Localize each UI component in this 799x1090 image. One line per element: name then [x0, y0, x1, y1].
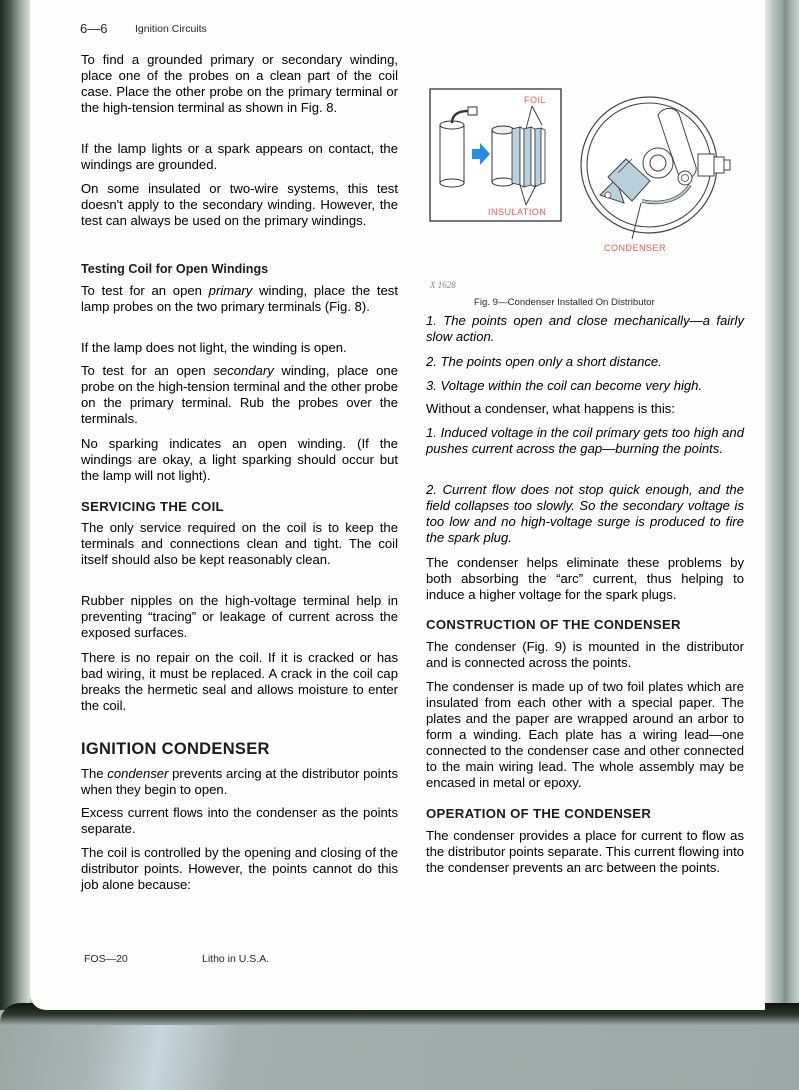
heading-servicing-coil: SERVICING THE COIL — [81, 499, 224, 514]
paragraph-grounded-test: To find a grounded primary or secondary winding, place one of the probes on a clean part of the coil case. Place the other probe on the primary terminal or the high-tension terminal as shown in Fig. 8. — [81, 52, 398, 115]
figure-condenser-illustration — [428, 85, 758, 260]
background-surface — [0, 1025, 799, 1090]
page-stack-edge — [765, 0, 799, 1010]
page-number: 6—6 — [80, 21, 108, 36]
paragraph-lamp-lights: If the lamp lights or a spark appears on contact, the windings are grounded. — [81, 141, 398, 172]
label-foil: FOIL — [524, 95, 547, 105]
emphasis-secondary: secondary — [213, 363, 274, 378]
paragraph-condenser-prevents: The condenser prevents arcing at the distributor points when they begin to open. — [81, 766, 399, 797]
heading-open-windings: Testing Coil for Open Windings — [81, 262, 269, 276]
figure-caption: Fig. 9—Condenser Installed On Distributor — [474, 297, 655, 308]
reason-item-1: 1. The points open and close mechanically—a fairly slow action. — [426, 313, 744, 344]
distributor-icon — [581, 97, 730, 233]
paragraph-insulated-systems: On some insulated or two-wire systems, this test doesn't apply to the secondary winding. However, the test can always be used on the primary windings. — [81, 181, 398, 228]
reason-item-2: 2. The points open only a short distance. — [426, 354, 662, 369]
paragraph-no-sparking: No sparking indicates an open winding. (If the windings are okay, a light sparking should occur but the lamp will not light). — [81, 436, 398, 483]
label-condenser: CONDENSER — [604, 243, 667, 253]
footer-printed: Litho in U.S.A. — [202, 953, 270, 965]
heading-construction: CONSTRUCTION OF THE CONDENSER — [426, 617, 681, 632]
emphasis-condenser: condenser — [107, 766, 169, 781]
heading-ignition-condenser: IGNITION CONDENSER — [81, 740, 270, 758]
unrolled-foil-icon — [492, 126, 545, 187]
paragraph-rubber-nipples: Rubber nipples on the high-voltage terminal help in preventing “tracing” or leakage of current across the exposed surfaces. — [81, 593, 398, 640]
paragraph-service-required: The only service required on the coil is to keep the terminals and connections clean and tight. The coil itself should also be kept reasonably clean. — [81, 520, 398, 567]
consequence-item-1: 1. Induced voltage in the coil primary gets too high and pushes current across the gap—burning the points. — [426, 425, 744, 456]
emphasis-primary: primary — [208, 283, 253, 298]
paragraph-condenser-made-of: The condenser is made up of two foil plates which are insulated from each other with a special paper. The plates and the paper are wrapped around an arbor to form a winding. Each plate has a wiring lead—one connected to the condenser case and other connected to the main wiring lead. The whole assembly may be encased in metal or epoxy. — [426, 679, 744, 790]
paragraph-coil-controlled: The coil is controlled by the opening and closing of the distributor points. However, the points cannot do this job alone because: — [81, 845, 398, 892]
running-title: Ignition Circuits — [135, 23, 207, 35]
paragraph-no-repair: There is no repair on the coil. If it is cracked or has bad wiring, it must be replaced. A crack in the coil cap breaks the hermetic seal and allows moisture to enter the coil. — [81, 650, 398, 713]
paragraph-open-secondary: To test for an open secondary winding, place one probe on the high-tension terminal and the other probe on the primary terminal. Rub the probes over the terminals. — [81, 363, 398, 426]
heading-operation: OPERATION OF THE CONDENSER — [426, 806, 652, 821]
paragraph-open-primary: To test for an open primary winding, place the test lamp probes on the two primary terminals (Fig. 8). — [81, 283, 398, 314]
paragraph-excess-current: Excess current flows into the condenser as the points separate. — [81, 805, 398, 836]
book-binding-shadow — [0, 0, 30, 1010]
paragraph-condenser-mounted: The condenser (Fig. 9) is mounted in the distributor and is connected across the points. — [426, 639, 744, 670]
reason-item-3: 3. Voltage within the coil can become very high. — [426, 378, 703, 393]
consequence-item-2: 2. Current flow does not stop quick enough, and the field collapses too slowly. So the secondary voltage is too low and no high-voltage surge is produced to fire the spark plug. — [426, 482, 744, 545]
paragraph-operation: The condenser provides a place for current to flow as the distributor points separate. This current flowing into the condenser prevents an arc between the points. — [426, 828, 744, 875]
paragraph-lamp-not-light: If the lamp does not light, the winding is open. — [81, 340, 347, 355]
label-insulation: INSULATION — [488, 207, 547, 217]
footer-code: FOS—20 — [84, 953, 128, 965]
paragraph-without-condenser: Without a condenser, what happens is this: — [426, 401, 675, 416]
figure-reference-code: X 1628 — [430, 280, 456, 290]
paragraph-condenser-helps: The condenser helps eliminate these problems by both absorbing the “arc” current, thus helping to induce a higher voltage for the spark plugs. — [426, 555, 744, 602]
